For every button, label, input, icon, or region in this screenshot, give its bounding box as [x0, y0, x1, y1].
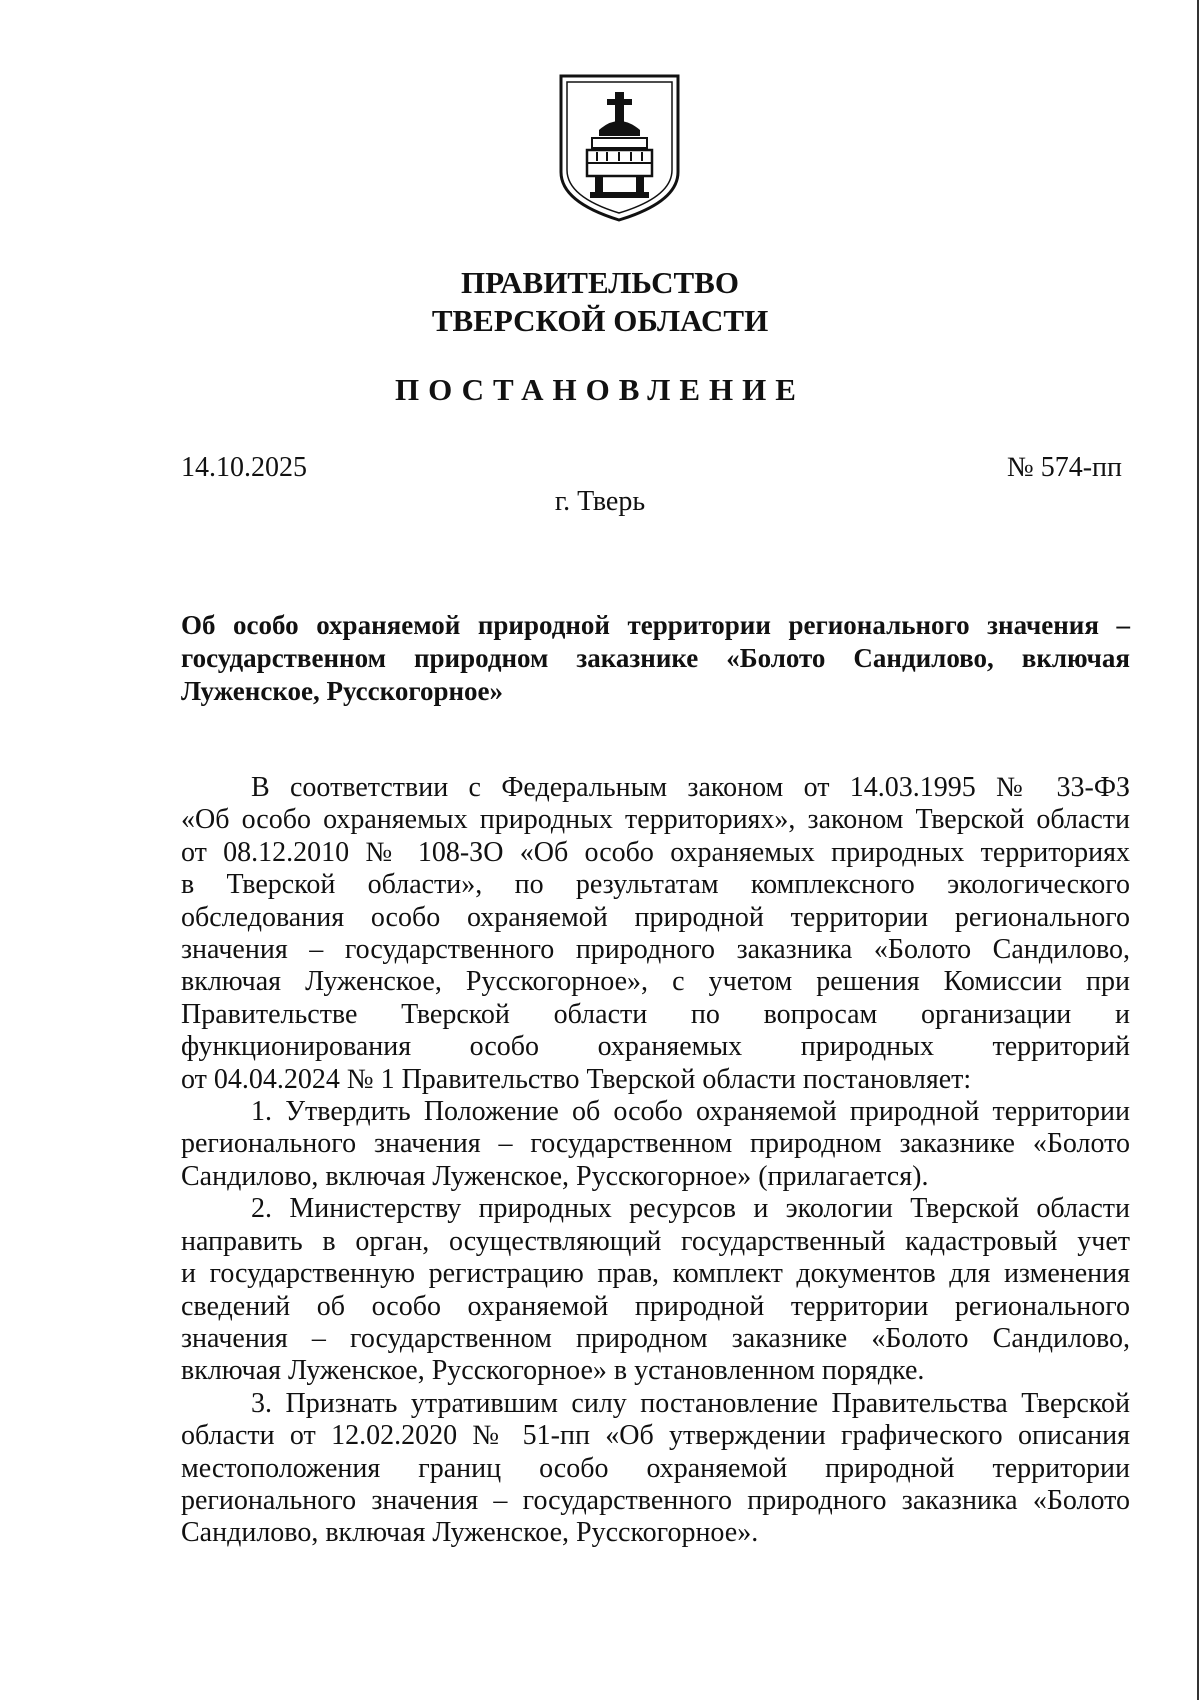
- document-type: ПОСТАНОВЛЕНИЕ: [395, 372, 805, 407]
- org-name-line1: ПРАВИТЕЛЬСТВО: [461, 265, 739, 300]
- scan-edge-line: [1197, 0, 1199, 1700]
- body-line: включая Луженское, Русскогорное», с учетом решения Комиссии при: [181, 966, 1130, 998]
- body-line: 1. Утвердить Положение об особо охраняемой природной территории: [251, 1096, 1130, 1128]
- org-name-line2: ТВЕРСКОЙ ОБЛАСТИ: [431, 303, 769, 338]
- body-line: от 08.12.2010 № 108-ЗО «Об особо охраняемых природных территориях: [181, 836, 1130, 868]
- body-line: в Тверской области», по результатам комплексного экологического: [181, 869, 1130, 901]
- body-line: и государственную регистрацию прав, комплект документов для изменения: [181, 1258, 1130, 1290]
- document-number: № 574-пп: [1006, 452, 1122, 483]
- body-line: В соответствии с Федеральным законом от 14.03.1995 № 33-ФЗ: [251, 772, 1130, 803]
- document-date: 14.10.2025: [181, 452, 307, 483]
- body-line: направить в орган, осуществляющий государственный кадастровый учет: [181, 1225, 1130, 1257]
- body-line: обследования особо охраняемой природной территории регионального: [181, 901, 1130, 933]
- tver-coat-of-arms-icon: [557, 72, 682, 227]
- body-line: функционирования особо охраняемых природных территорий: [181, 1031, 1130, 1063]
- body-line: Сандилово, включая Луженское, Русскогорное» (прилагается).: [181, 1160, 929, 1192]
- body-line: Сандилово, включая Луженское, Русскогорное».: [181, 1517, 759, 1549]
- body-line: включая Луженское, Русскогорное» в установленном порядке.: [181, 1355, 925, 1387]
- body-line: 2. Министерству природных ресурсов и экологии Тверской области: [251, 1193, 1130, 1225]
- title-line: Луженское, Русскогорное»: [181, 676, 503, 706]
- body-line: 3. Признать утратившим силу постановление Правительства Тверской: [251, 1387, 1130, 1419]
- document-body: [181, 772, 1130, 1550]
- body-line: от 04.04.2024 № 1 Правительство Тверской области постановляет:: [181, 1063, 972, 1095]
- body-line: области от 12.02.2020 № 51-пп «Об утверждении графического описания: [181, 1420, 1130, 1452]
- body-line: местоположения границ особо охраняемой природной территории: [181, 1452, 1130, 1484]
- body-line: Правительстве Тверской области по вопросам организации и: [181, 998, 1130, 1030]
- body-line: «Об особо охраняемых природных территориях», законом Тверской области: [181, 804, 1130, 836]
- document-title: [181, 609, 1130, 708]
- title-line: государственном природном заказнике «Болото Сандилово, включая: [181, 643, 1130, 673]
- document-city: г. Тверь: [554, 486, 646, 517]
- body-line: регионального значения – государственном природном заказнике «Болото: [181, 1128, 1130, 1160]
- title-line: Об особо охраняемой природной территории регионального значения –: [181, 610, 1130, 640]
- body-line: регионального значения – государственного природного заказника «Болото: [181, 1484, 1130, 1516]
- body-line: сведений об особо охраняемой природной территории регионального: [181, 1290, 1130, 1322]
- body-line: значения – государственного природного заказника «Болото Сандилово,: [181, 934, 1130, 966]
- body-line: значения – государственном природном заказнике «Болото Сандилово,: [181, 1322, 1130, 1354]
